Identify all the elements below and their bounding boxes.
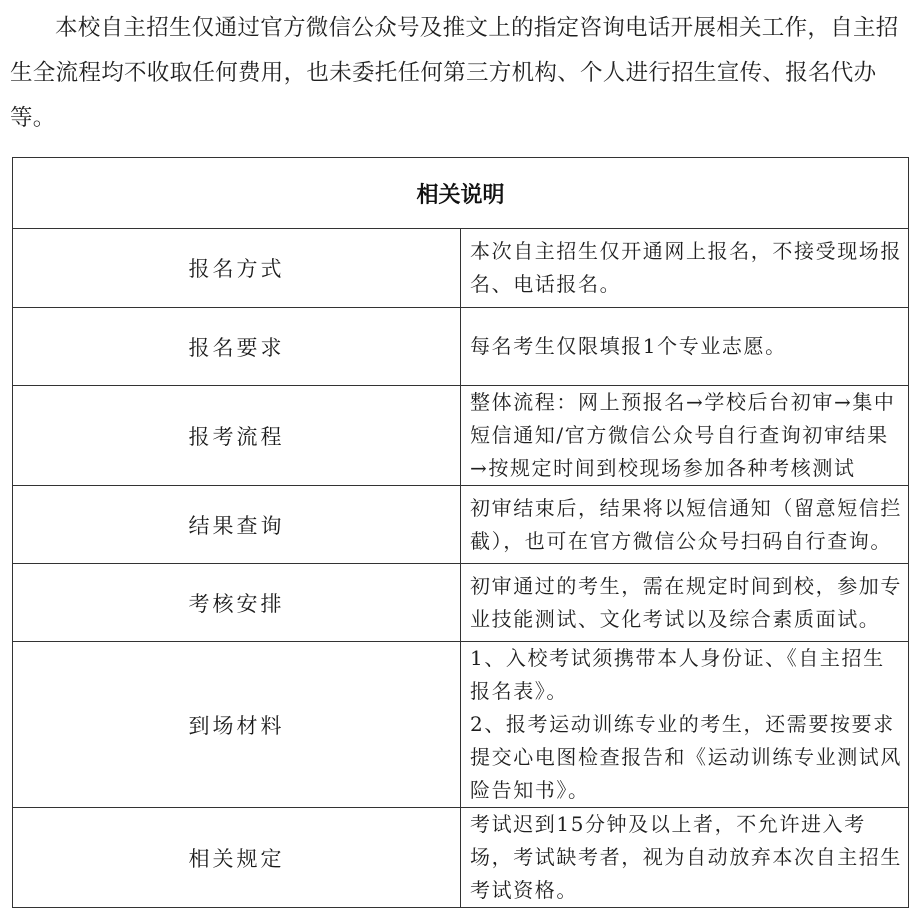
row-label: 相关规定 [13, 808, 461, 908]
row-content [461, 308, 909, 386]
table-title: 相关说明 [13, 158, 909, 229]
table-row [13, 386, 909, 486]
row-label: 结果查询 [13, 486, 461, 564]
info-table [12, 157, 909, 908]
row-content-line: 2、报考运动训练专业的考生，还需要按要求提交心电图检查报告和《运动训练专业测试风险告知书》。 [470, 712, 902, 802]
row-label: 考核安排 [13, 564, 461, 642]
row-content [461, 642, 909, 808]
table-row [13, 229, 909, 308]
row-content-line: 本次自主招生仅开通网上报名，不接受现场报名、电话报名。 [470, 239, 902, 296]
table-row [13, 486, 909, 564]
row-content [461, 808, 909, 908]
row-content-line: 每名考生仅限填报1个专业志愿。 [470, 334, 787, 358]
row-content-line: 1、入校考试须携带本人身份证、《自主招生报名表》。 [470, 646, 885, 703]
table-row [13, 564, 909, 642]
row-content-line: 考试迟到15分钟及以上者，不允许进入考场，考试缺考者，视为自动放弃本次自主招生考试资格。 [470, 812, 902, 902]
table-row [13, 642, 909, 808]
row-label: 报名方式 [13, 229, 461, 308]
row-content-line: 初审结束后，结果将以短信通知（留意短信拦截），也可在官方微信公众号扫码自行查询。 [470, 495, 902, 553]
row-content-line: 整体流程：网上预报名→学校后台初审→集中短信通知/官方微信公众号自行查询初审结果→按规定时间到校现场参加各种考核测试 [470, 390, 896, 480]
row-label: 到场材料 [13, 642, 461, 808]
row-label: 报名要求 [13, 308, 461, 386]
row-content [461, 486, 909, 564]
intro-paragraph: 本校自主招生仅通过官方微信公众号及推文上的指定咨询电话开展相关工作，自主招生全流程均不收取任何费用，也未委托任何第三方机构、个人进行招生宣传、报名代办等。 [10, 15, 899, 131]
row-content [461, 386, 909, 486]
table-row [13, 308, 909, 386]
row-label: 报考流程 [13, 386, 461, 486]
table-row [13, 808, 909, 908]
row-content-line: 初审通过的考生，需在规定时间到校，参加专业技能测试、文化考试以及综合素质面试。 [470, 573, 902, 631]
row-content [461, 564, 909, 642]
table-title-row [13, 158, 909, 229]
row-content [461, 229, 909, 308]
